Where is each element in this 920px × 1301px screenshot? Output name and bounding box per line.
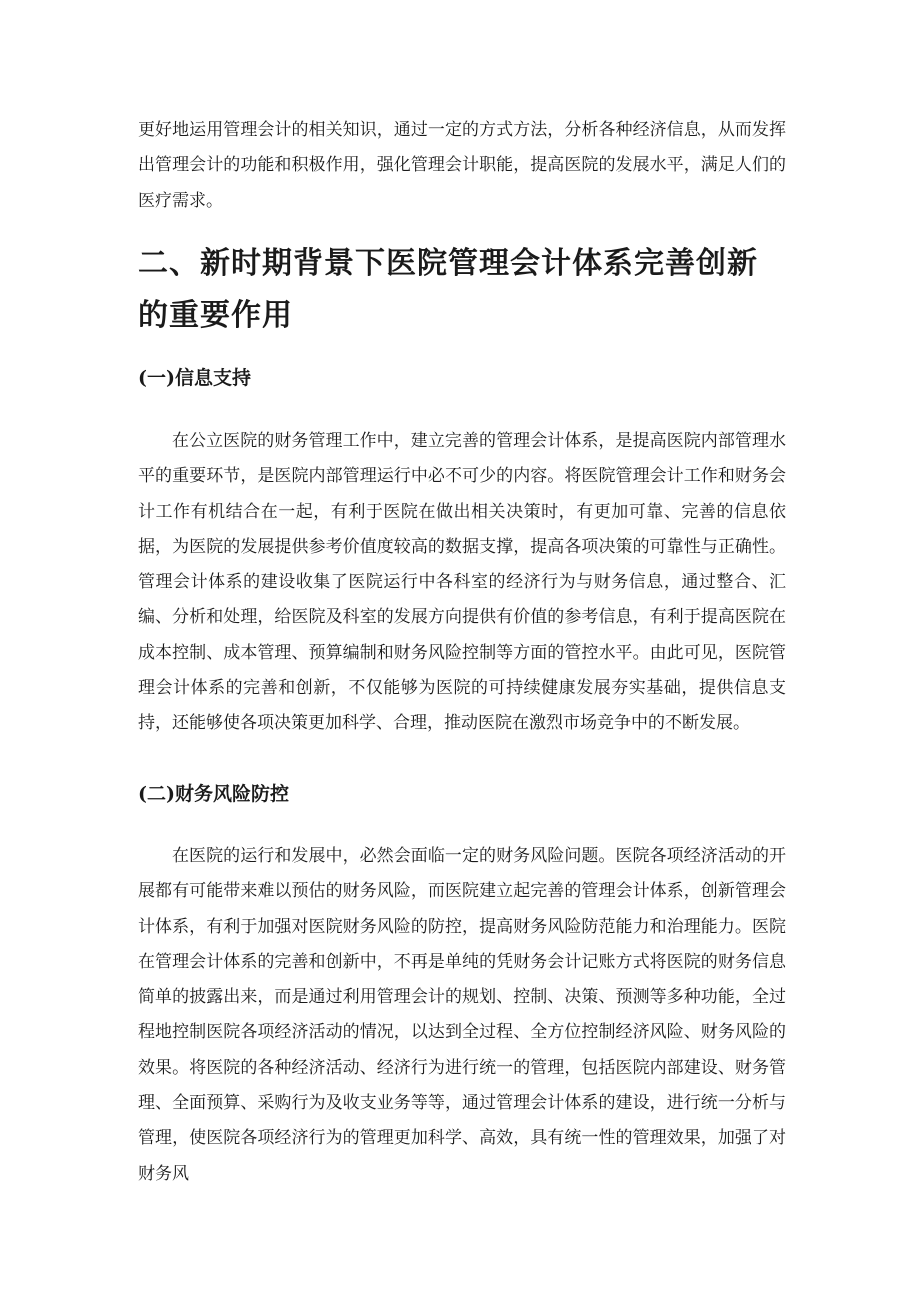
subsection-heading-information-support: (一)信息支持 <box>138 367 251 389</box>
subsection-paragraph-financial-risk: 在医院的运行和发展中，必然会面临一定的财务风险问题。医院各项经济活动的开展都有可能带来难以预估的财务风险，而医院建立起完善的管理会计体系，创新管理会计体系，有利于加强对医院财务风险的防控，提高财务风险防范能力和治理能力。医院在管理会计体系的完善和创新中，不再是单纯的凭财务会计记账方式将医院的财务信息简单的披露出来，而是通过利用管理会计的规划、控制、决策、预测等多种功能，全过程地控制医院各项经济活动的情况，以达到全过程、全方位控制经济风险、财务风险的效果。将医院的各种经济活动、经济行为进行统一的管理，包括医院内部建设、财务管理、全面预算、采购行为及收支业务等等，通过管理会计体系的建设，进行统一分析与管理，使医院各项经济行为的管理更加科学、高效，具有统一性的管理效果，加强了对财务风 <box>138 846 786 1184</box>
intro-block <box>138 113 786 219</box>
subsection-heading-financial-risk: (二)财务风险防控 <box>138 783 289 805</box>
subsection-1-body <box>138 424 786 742</box>
subsection-1-heading-block <box>138 363 786 393</box>
section-heading: 二、新时期背景下医院管理会计体系完善创新的重要作用 <box>138 246 758 333</box>
subsection-2-heading-block <box>138 779 786 809</box>
section-heading-block <box>138 238 786 342</box>
subsection-paragraph-information-support: 在公立医院的财务管理工作中，建立完善的管理会计体系，是提高医院内部管理水平的重要环节，是医院内部管理运行中必不可少的内容。将医院管理会计工作和财务会计工作有机结合在一起，有利于医院在做出相关决策时，有更加可靠、完善的信息依据，为医院的发展提供参考价值度较高的数据支撑，提高各项决策的可靠性与正确性。管理会计体系的建设收集了医院运行中各科室的经济行为与财务信息，通过整合、汇编、分析和处理，给医院及科室的发展方向提供有价值的参考信息，有利于提高医院在成本控制、成本管理、预算编制和财务风险控制等方面的管控水平。由此可见，医院管理会计体系的完善和创新，不仅能够为医院的可持续健康发展夯实基础，提供信息支持，还能够使各项决策更加科学、合理，推动医院在激烈市场竞争中的不断发展。 <box>138 431 786 734</box>
subsection-2-body <box>138 839 786 1192</box>
intro-paragraph: 更好地运用管理会计的相关知识，通过一定的方式方法，分析各种经济信息，从而发挥出管理会计的功能和积极作用，强化管理会计职能，提高医院的发展水平，满足人们的医疗需求。 <box>138 120 786 211</box>
